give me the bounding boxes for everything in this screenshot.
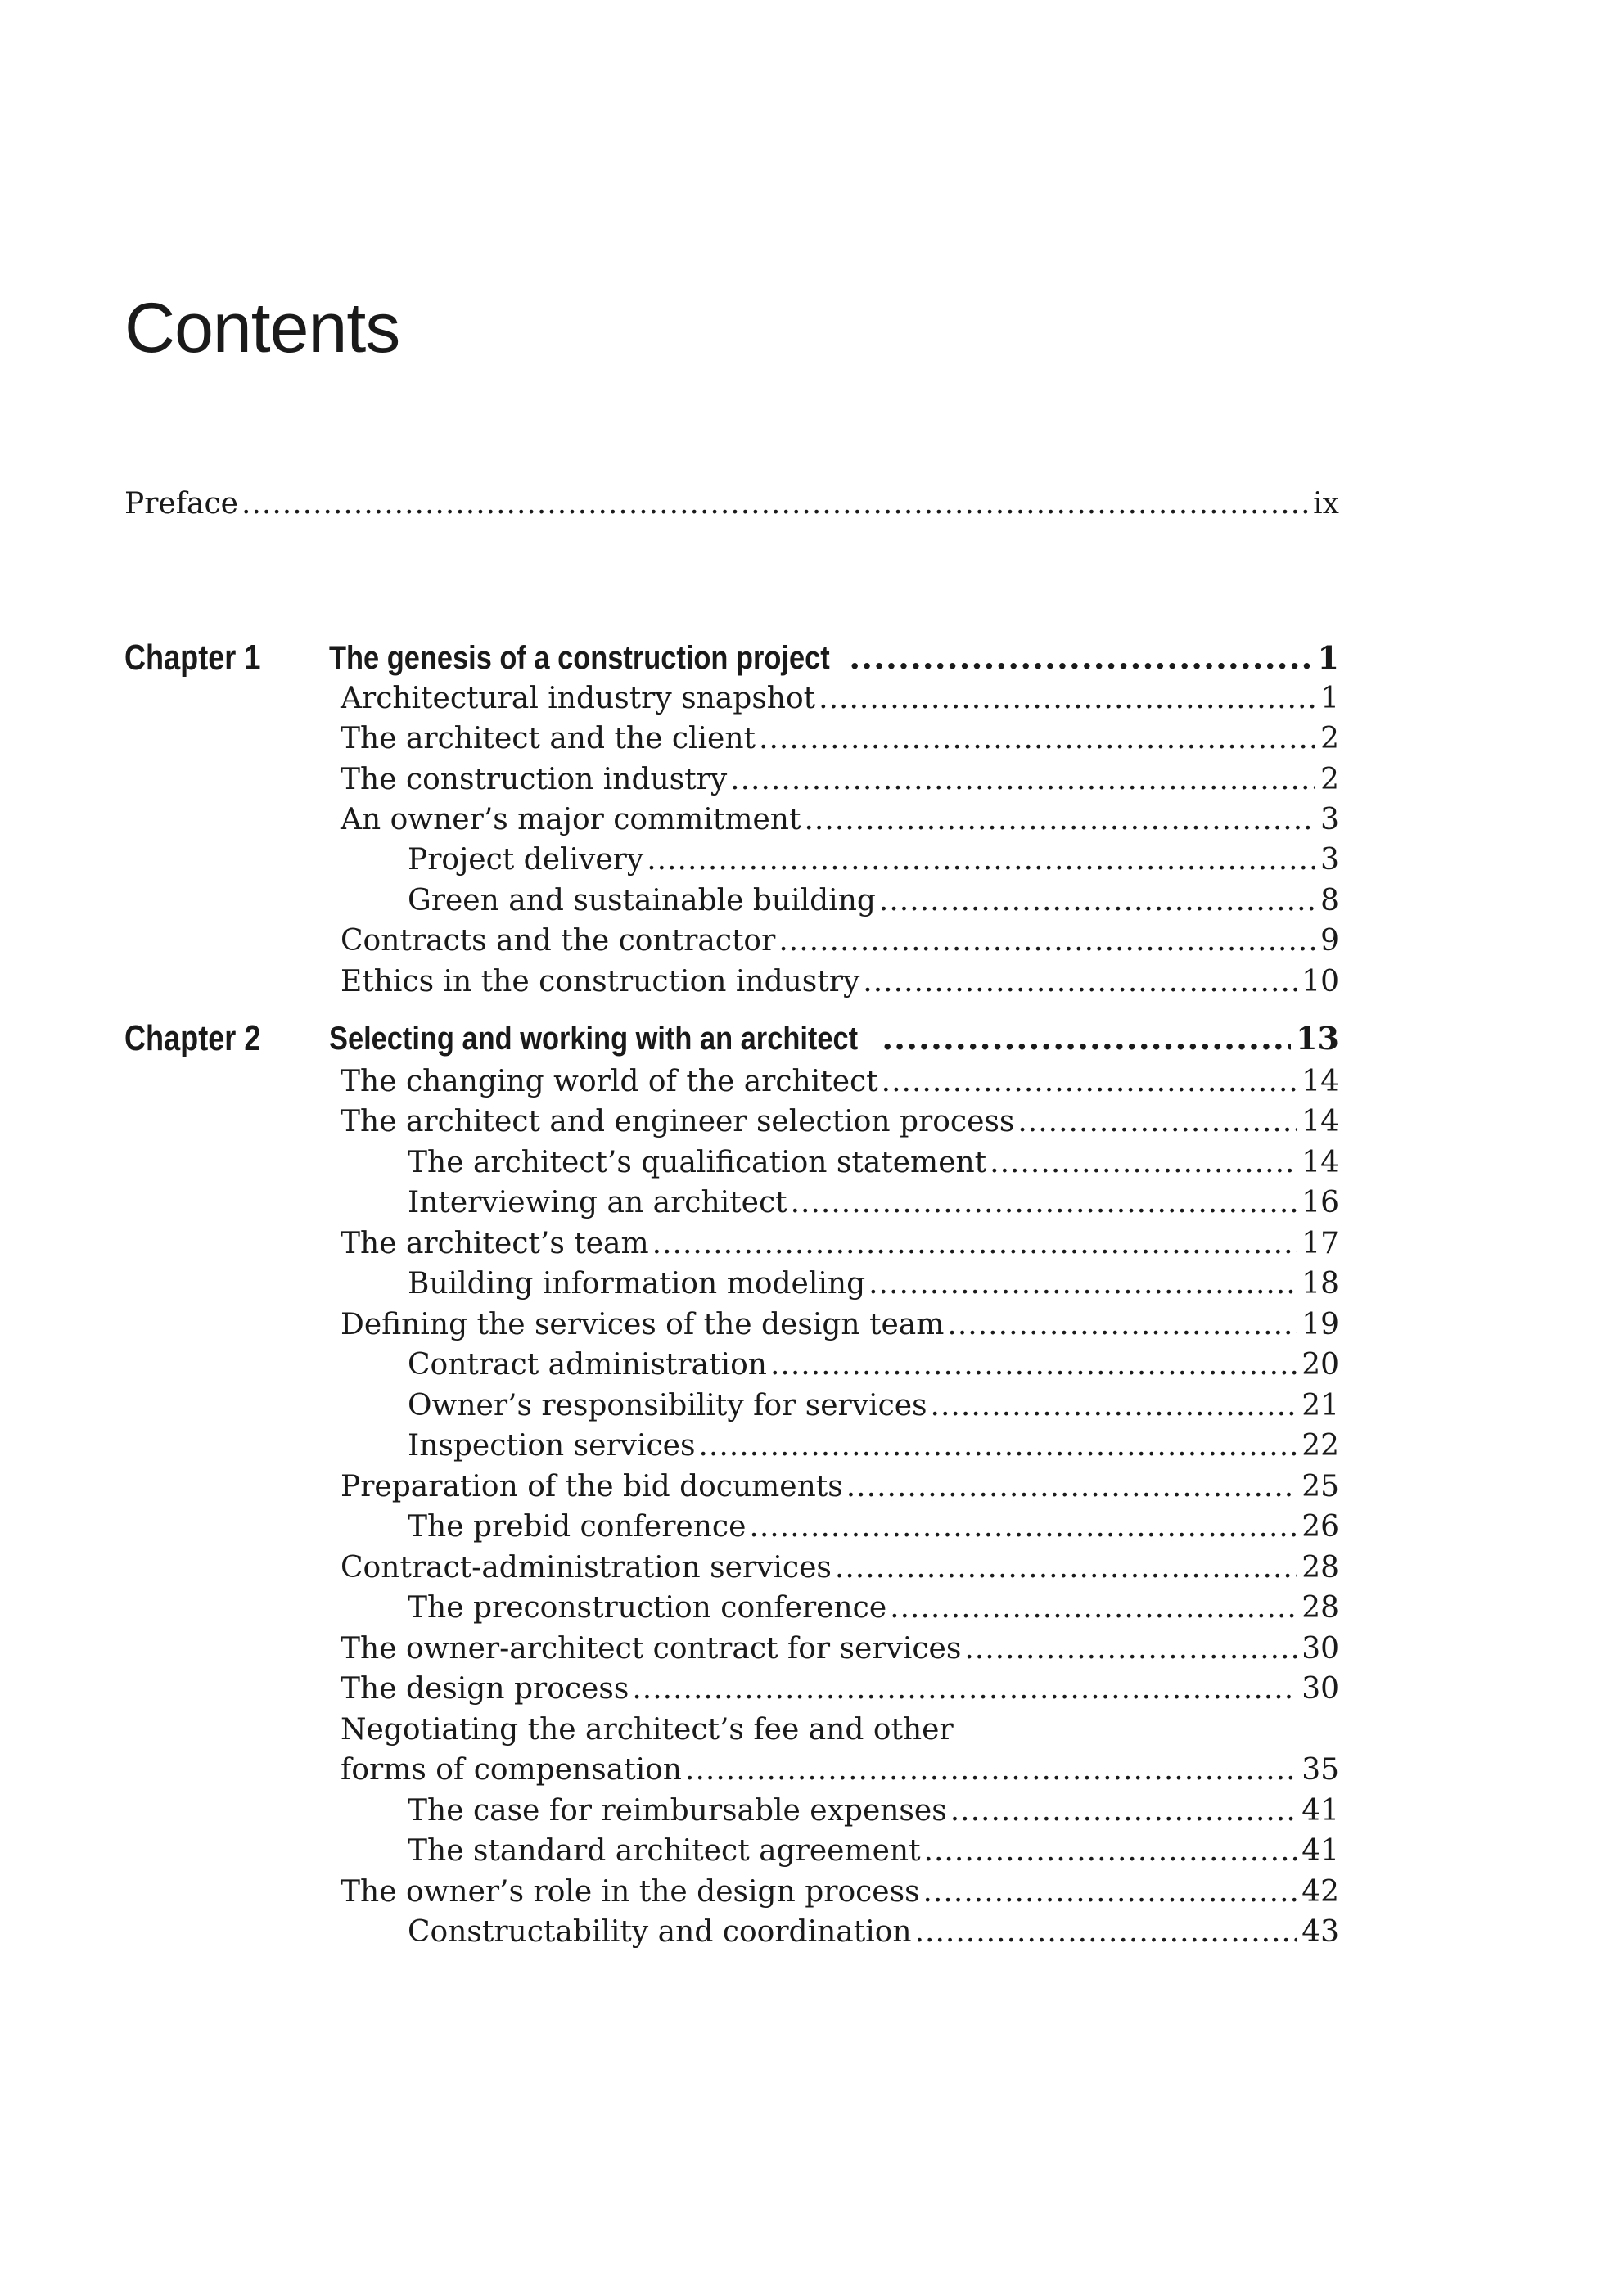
dot-leader	[749, 1509, 1297, 1545]
toc-entry-title: Project delivery	[408, 843, 644, 877]
dot-leader	[923, 1874, 1297, 1910]
toc-entry-page: 2	[1320, 722, 1339, 755]
toc-entry-page: 3	[1320, 843, 1339, 877]
toc-subentry[interactable]	[408, 1388, 1339, 1424]
toc-entry-title: Preparation of the bid documents	[341, 1470, 843, 1503]
dot-leader	[990, 1145, 1297, 1181]
dot-leader	[241, 486, 1308, 522]
dot-leader	[947, 1307, 1297, 1343]
toc-entry-continued[interactable]	[341, 1712, 1339, 1748]
toc-entry-page: 28	[1301, 1591, 1339, 1625]
toc-entry-title: Ethics in the construction industry	[341, 965, 860, 999]
toc-entry[interactable]	[341, 1671, 1339, 1707]
toc-entry-title: Owner’s responsibility for services	[408, 1389, 927, 1422]
toc-entry-title: The owner-architect contract for services	[341, 1632, 962, 1666]
toc-entry-title: Defining the services of the design team	[341, 1308, 945, 1341]
toc-entry-page: 41	[1301, 1794, 1339, 1828]
toc-entry[interactable]	[341, 762, 1339, 798]
toc-subentry[interactable]	[408, 1145, 1339, 1181]
chapter-page: 13	[1296, 1020, 1339, 1057]
toc-entry[interactable]	[341, 1874, 1339, 1910]
toc-entry-page: 41	[1301, 1834, 1339, 1868]
toc-entry-title: The architect and engineer selection process	[341, 1105, 1015, 1138]
toc-entry-page: 35	[1301, 1753, 1339, 1787]
toc-subentry[interactable]	[408, 1793, 1339, 1829]
toc-entry[interactable]	[341, 1307, 1339, 1343]
dot-leader	[882, 1017, 1291, 1060]
toc-subentry[interactable]	[408, 1185, 1339, 1221]
dot-leader	[778, 923, 1315, 959]
toc-entry-page: 20	[1301, 1348, 1339, 1382]
chapter-title: The genesis of a construction project	[329, 640, 830, 676]
toc-entry-title: Constructability and coordination	[408, 1915, 912, 1949]
toc-entry-title: Contract administration	[408, 1348, 767, 1382]
toc-chapter-heading[interactable]	[329, 1017, 1339, 1060]
toc-subentry[interactable]	[408, 1509, 1339, 1545]
toc-entry[interactable]	[341, 1226, 1339, 1262]
toc-entry-page: 8	[1320, 884, 1339, 917]
toc-entry[interactable]	[341, 681, 1339, 717]
dot-leader	[879, 883, 1315, 919]
toc-entry-title: An owner’s major commitment	[341, 803, 801, 836]
toc-entry-title: Preface	[124, 487, 238, 521]
dot-leader	[819, 681, 1315, 717]
toc-entry[interactable]	[341, 1752, 1339, 1788]
dot-leader	[924, 1833, 1297, 1869]
toc-entry-page: 43	[1301, 1915, 1339, 1949]
toc-entry-title: The case for reimbursable expenses	[408, 1794, 947, 1828]
toc-entry-page: ix	[1313, 487, 1339, 521]
toc-subentry[interactable]	[408, 1266, 1339, 1302]
toc-entry[interactable]	[341, 1064, 1339, 1100]
toc-entry-title: The prebid conference	[408, 1510, 747, 1544]
chapter-page: 1	[1317, 639, 1339, 676]
toc-entry-title: The standard architect agreement	[408, 1834, 921, 1868]
toc-entry-page: 19	[1301, 1308, 1339, 1341]
toc-entry-title: Building information modeling	[408, 1267, 866, 1301]
toc-chapter-heading[interactable]	[329, 637, 1339, 679]
toc-entry-title: The architect and the client	[341, 722, 756, 755]
toc-entry-page: 14	[1301, 1105, 1339, 1138]
toc-entry-page: 25	[1301, 1470, 1339, 1503]
toc-entry[interactable]	[341, 923, 1339, 959]
toc-entry[interactable]	[341, 1469, 1339, 1505]
toc-subentry[interactable]	[408, 1590, 1339, 1626]
toc-entry[interactable]	[341, 1631, 1339, 1667]
toc-entry-preface[interactable]	[124, 486, 1339, 522]
toc-subentry[interactable]	[408, 1347, 1339, 1383]
dot-leader	[964, 1631, 1297, 1667]
toc-entry-title: The architect’s team	[341, 1227, 649, 1260]
chapter-label: Chapter 1	[124, 638, 261, 678]
dot-leader	[915, 1914, 1297, 1950]
toc-entry-page: 3	[1320, 803, 1339, 836]
toc-entry-title: Contracts and the contractor	[341, 924, 776, 958]
toc-entry-page: 21	[1301, 1389, 1339, 1422]
toc-entry-page: 9	[1320, 924, 1339, 958]
dot-leader	[835, 1550, 1297, 1586]
toc-subentry[interactable]	[408, 883, 1339, 919]
toc-entry-title: The changing world of the architect	[341, 1065, 878, 1098]
toc-entry[interactable]	[341, 1550, 1339, 1586]
dot-leader	[882, 1064, 1297, 1100]
toc-entry-page: 10	[1301, 965, 1339, 999]
toc-entry-title: Contract-administration services	[341, 1551, 832, 1585]
page-title: Contents	[124, 289, 400, 367]
toc-entry-title: The architect’s qualification statement	[408, 1146, 987, 1179]
toc-entry-title: The design process	[341, 1672, 629, 1706]
toc-entry[interactable]	[341, 721, 1339, 757]
toc-entry-page: 14	[1301, 1146, 1339, 1179]
toc-entry-page: 22	[1301, 1429, 1339, 1463]
dot-leader	[647, 842, 1315, 878]
toc-entry[interactable]	[341, 964, 1339, 1000]
toc-entry[interactable]	[341, 1104, 1339, 1140]
toc-entry-title: forms of compensation	[341, 1753, 682, 1787]
chapter-title: Selecting and working with an architect	[329, 1021, 859, 1057]
chapter-label: Chapter 2	[124, 1018, 261, 1058]
toc-subentry[interactable]	[408, 1833, 1339, 1869]
dot-leader	[804, 802, 1315, 838]
dot-leader	[759, 721, 1315, 757]
toc-entry-title: The owner’s role in the design process	[341, 1875, 920, 1909]
toc-entry-title: Green and sustainable building	[408, 884, 876, 917]
toc-entry-page: 18	[1301, 1267, 1339, 1301]
toc-entry-page: 14	[1301, 1065, 1339, 1098]
toc-entry-page: 17	[1301, 1227, 1339, 1260]
dot-leader	[863, 964, 1297, 1000]
toc-entry-title: The construction industry	[341, 763, 728, 796]
toc-entry-page: 16	[1301, 1186, 1339, 1219]
toc-entry-page: 30	[1301, 1632, 1339, 1666]
toc-entry-title: Inspection services	[408, 1429, 696, 1463]
dot-leader	[846, 1469, 1297, 1505]
toc-entry-title: Interviewing an architect	[408, 1186, 787, 1219]
toc-subentry[interactable]	[408, 842, 1339, 878]
toc-subentry[interactable]	[408, 1914, 1339, 1950]
toc-entry-page: 42	[1301, 1875, 1339, 1909]
dot-leader	[698, 1428, 1297, 1464]
toc-entry-page: 26	[1301, 1510, 1339, 1544]
toc-entry-page: 30	[1301, 1672, 1339, 1706]
dot-leader	[770, 1347, 1297, 1383]
toc-entry-page: 2	[1320, 763, 1339, 796]
dot-leader	[868, 1266, 1297, 1302]
dot-leader	[685, 1752, 1297, 1788]
toc-entry-page: 1	[1320, 682, 1339, 715]
dot-leader	[890, 1590, 1297, 1626]
dot-leader	[632, 1671, 1297, 1707]
dot-leader	[950, 1793, 1297, 1829]
dot-leader	[730, 762, 1315, 798]
dot-leader	[931, 1388, 1297, 1424]
toc-subentry[interactable]	[408, 1428, 1339, 1464]
dot-leader	[1017, 1104, 1297, 1140]
toc-entry-title: Negotiating the architect’s fee and other	[341, 1713, 954, 1747]
toc-entry[interactable]	[341, 802, 1339, 838]
toc-entry-page: 28	[1301, 1551, 1339, 1585]
dot-leader	[791, 1185, 1297, 1221]
toc-entry-title: Architectural industry snapshot	[341, 682, 816, 715]
toc-entry-title: The preconstruction conference	[408, 1591, 887, 1625]
dot-leader	[849, 637, 1312, 679]
dot-leader	[652, 1226, 1297, 1262]
